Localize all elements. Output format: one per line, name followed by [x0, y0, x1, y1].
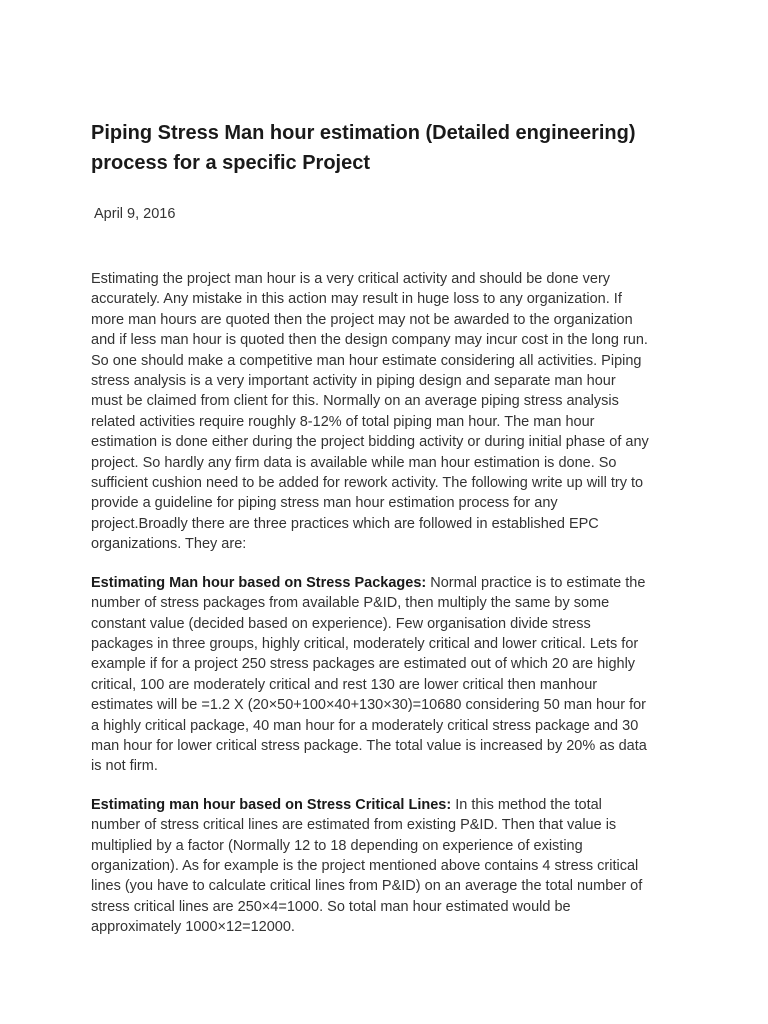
stress-packages-text: Normal practice is to estimate the number of stress packages from available P&ID, then multiply the same by some constant value (decided based on experience). Few organisation divide stress packages in three groups, highly critical, moderately critical and lower critical. Lets for example if for a project 250 stress packages are estimated out of which 20 are highly critical, 100 are moderately critical and rest 130 are lower critical then manhour estimates will be =1.2 X (20×50+100×40+130×30)=10680 considering 50 man hour for a highly critical package, 40 man hour for a moderately critical stress package and 30 man hour for lower critical stress package. The total value is increased by 20% as data is not firm. — [91, 574, 647, 775]
article-title: Piping Stress Man hour estimation (Detailed engineering) process for a specific Project — [91, 122, 636, 174]
stress-critical-lines-paragraph — [91, 795, 651, 938]
article-date: April 9, 2016 — [94, 206, 176, 222]
stress-packages-paragraph — [91, 573, 651, 777]
article — [91, 118, 651, 956]
stress-packages-heading: Estimating Man hour based on Stress Packages: — [91, 574, 427, 591]
stress-critical-lines-heading: Estimating man hour based on Stress Critical Lines: — [91, 796, 452, 813]
article-body — [91, 269, 651, 938]
stress-critical-lines-text: In this method the total number of stress critical lines are estimated from existing P&ID. Then that value is multiplied by a factor (Normally 12 to 18 depending on experience of existing organization). As for example is the project mentioned above contains 4 stress critical lines (you have to calculate critical lines from P&ID) on an average the total number of stress critical lines are 250×4=1000. So total man hour estimated would be approximately 1000×12=12000. — [91, 796, 643, 936]
intro-paragraph: Estimating the project man hour is a very critical activity and should be done very accurately. Any mistake in this action may result in huge loss to any organization. If more man hours are quoted then the project may not be awarded to the organization and if less man hour is quoted then the design company may incur cost in the long run. So one should make a competitive man hour estimate considering all activities. Piping stress analysis is a very important activity in piping design and separate man hour must be claimed from client for this. Normally on an average piping stress analysis related activities require roughly 8-12% of total piping man hour. The man hour estimation is done either during the project bidding activity or during initial phase of any project. So hardly any firm data is available while man hour estimation is done. So sufficient cushion need to be added for rework activity. The following write up will try to provide a guideline for piping stress man hour estimation process for any project.Broadly there are three practices which are followed in established EPC organizations. They are: — [91, 271, 649, 553]
